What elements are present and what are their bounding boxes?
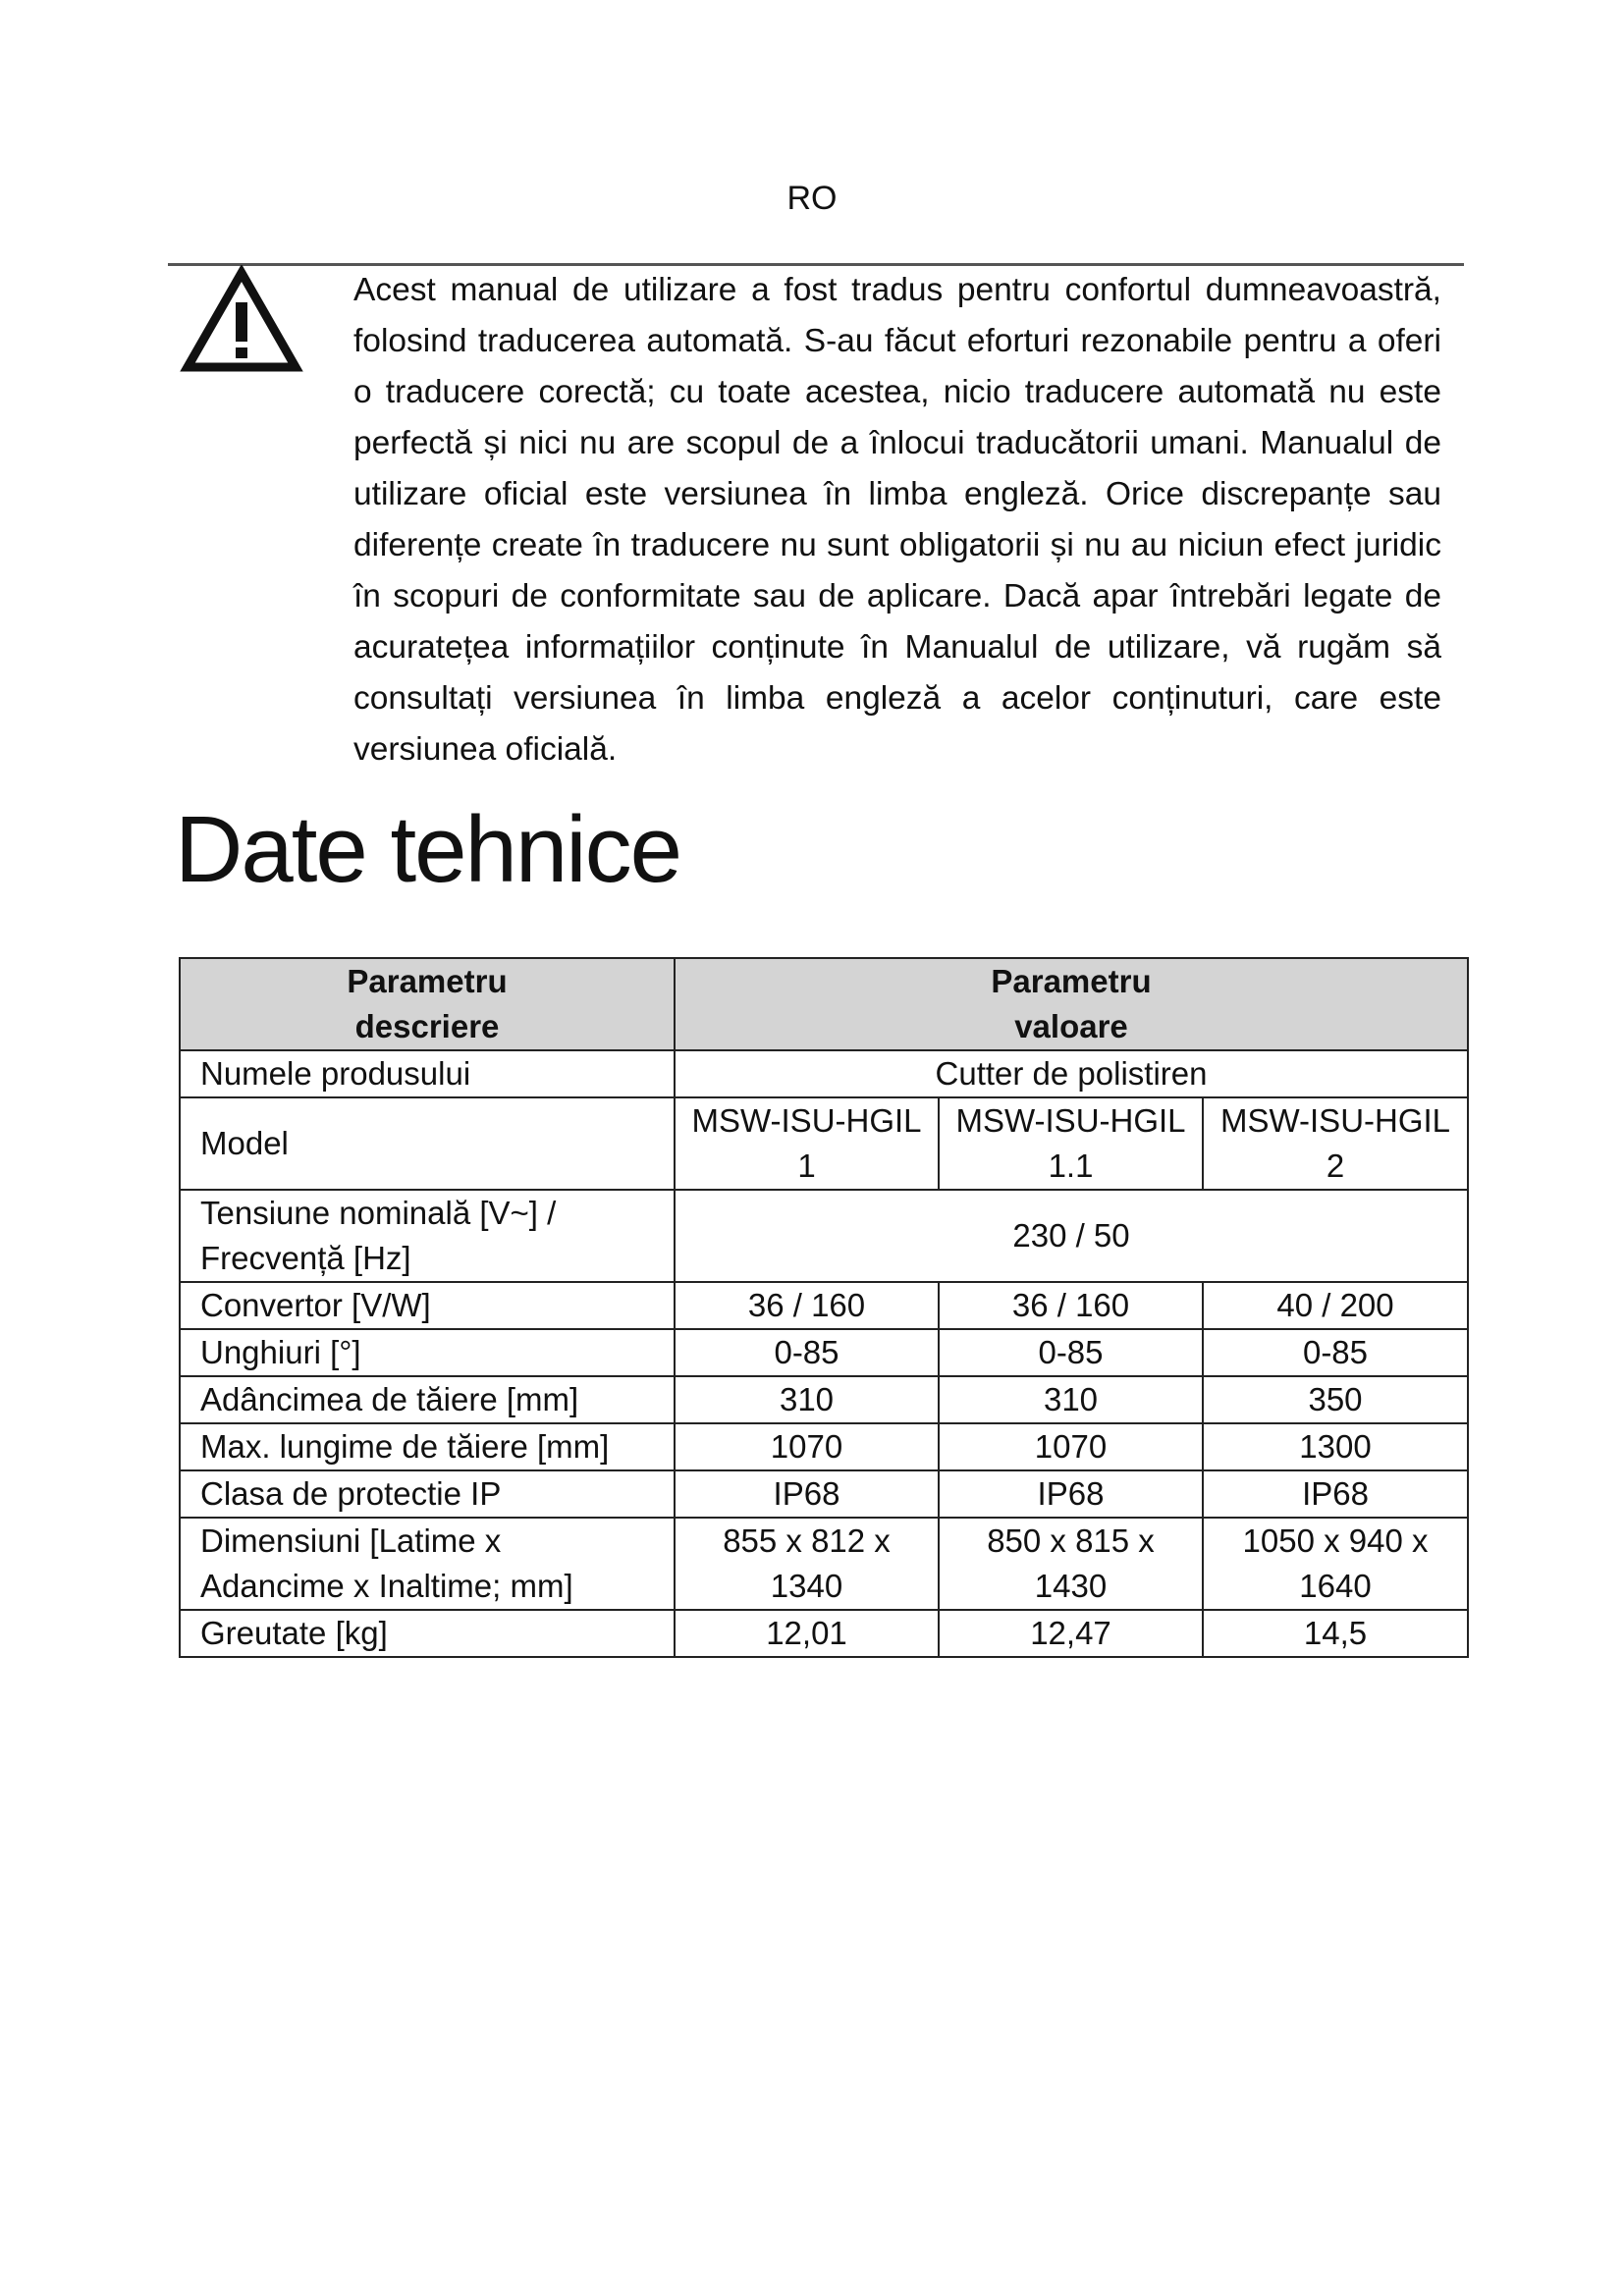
- row-value: IP68: [939, 1470, 1203, 1518]
- row-value: MSW-ISU-HGIL 2: [1203, 1097, 1468, 1190]
- row-label: Model: [180, 1097, 675, 1190]
- row-label: Convertor [V/W]: [180, 1282, 675, 1329]
- row-value: 310: [675, 1376, 939, 1423]
- translation-notice: Acest manual de utilizare a fost tradus pentru confortul dumneavoastră, folosind traducerea automată. S-au făcut eforturi rezonabile pentru a oferi o traducere corectă; cu toate acestea, nicio traducere automată nu este perfectă și nici nu are scopul de a înlocui traducătorii umani. Manualul de utilizare oficial este versiunea în limba engleză. Orice discrepanțe sau diferențe create în traducere nu sunt obligatorii și nu au niciun efect juridic în scopuri de conformitate sau de aplicare. Dacă apar întrebări legate de acuratețea informațiilor conținute în Manualul de utilizare, vă rugăm să consultați versiunea în limba engleză a acelor conținuturi, care este versiunea oficială.: [353, 272, 1441, 768]
- row-value: 230 / 50: [675, 1190, 1468, 1282]
- row-value: 0-85: [1203, 1329, 1468, 1376]
- row-value: 36 / 160: [675, 1282, 939, 1329]
- row-value: 0-85: [939, 1329, 1203, 1376]
- table-row: [180, 1097, 1468, 1190]
- row-value: 1300: [1203, 1423, 1468, 1470]
- row-label: Adâncimea de tăiere [mm]: [180, 1376, 675, 1423]
- row-value: IP68: [675, 1470, 939, 1518]
- table-row: [180, 1470, 1468, 1518]
- row-label: Unghiuri [°]: [180, 1329, 675, 1376]
- table-row: [180, 1329, 1468, 1376]
- row-label: Greutate [kg]: [180, 1610, 675, 1657]
- technical-data-table: [179, 957, 1469, 1658]
- row-value: Cutter de polistiren: [675, 1050, 1468, 1097]
- row-value: 310: [939, 1376, 1203, 1423]
- table-header-row: [180, 958, 1468, 1050]
- table-row: [180, 1518, 1468, 1610]
- row-label: Numele produsului: [180, 1050, 675, 1097]
- table-row: [180, 1610, 1468, 1657]
- row-value: 1070: [939, 1423, 1203, 1470]
- table-row: [180, 1423, 1468, 1470]
- row-value: 14,5: [1203, 1610, 1468, 1657]
- row-value: 0-85: [675, 1329, 939, 1376]
- section-title: Date tehnice: [175, 797, 681, 902]
- row-label: Dimensiuni [Latime x Adancime x Inaltime; mm]: [180, 1518, 675, 1610]
- table-row: [180, 1050, 1468, 1097]
- row-value: 850 x 815 x 1430: [939, 1518, 1203, 1610]
- language-code: RO: [786, 180, 838, 217]
- row-value: 12,01: [675, 1610, 939, 1657]
- header-param-value: Parametru valoare: [675, 958, 1468, 1050]
- row-value: MSW-ISU-HGIL 1: [675, 1097, 939, 1190]
- table-row: [180, 1376, 1468, 1423]
- row-value: 855 x 812 x 1340: [675, 1518, 939, 1610]
- warning-triangle-icon: [180, 265, 303, 375]
- row-value: 40 / 200: [1203, 1282, 1468, 1329]
- row-value: 12,47: [939, 1610, 1203, 1657]
- row-label: Max. lungime de tăiere [mm]: [180, 1423, 675, 1470]
- table-row: [180, 1190, 1468, 1282]
- row-value: 1050 x 940 x 1640: [1203, 1518, 1468, 1610]
- row-value: MSW-ISU-HGIL 1.1: [939, 1097, 1203, 1190]
- row-value: 36 / 160: [939, 1282, 1203, 1329]
- header-param-description: Parametru descriere: [180, 958, 675, 1050]
- row-value: 350: [1203, 1376, 1468, 1423]
- row-value: IP68: [1203, 1470, 1468, 1518]
- table-row: [180, 1282, 1468, 1329]
- row-label: Tensiune nominală [V~] / Frecvență [Hz]: [180, 1190, 675, 1282]
- row-value: 1070: [675, 1423, 939, 1470]
- row-label: Clasa de protectie IP: [180, 1470, 675, 1518]
